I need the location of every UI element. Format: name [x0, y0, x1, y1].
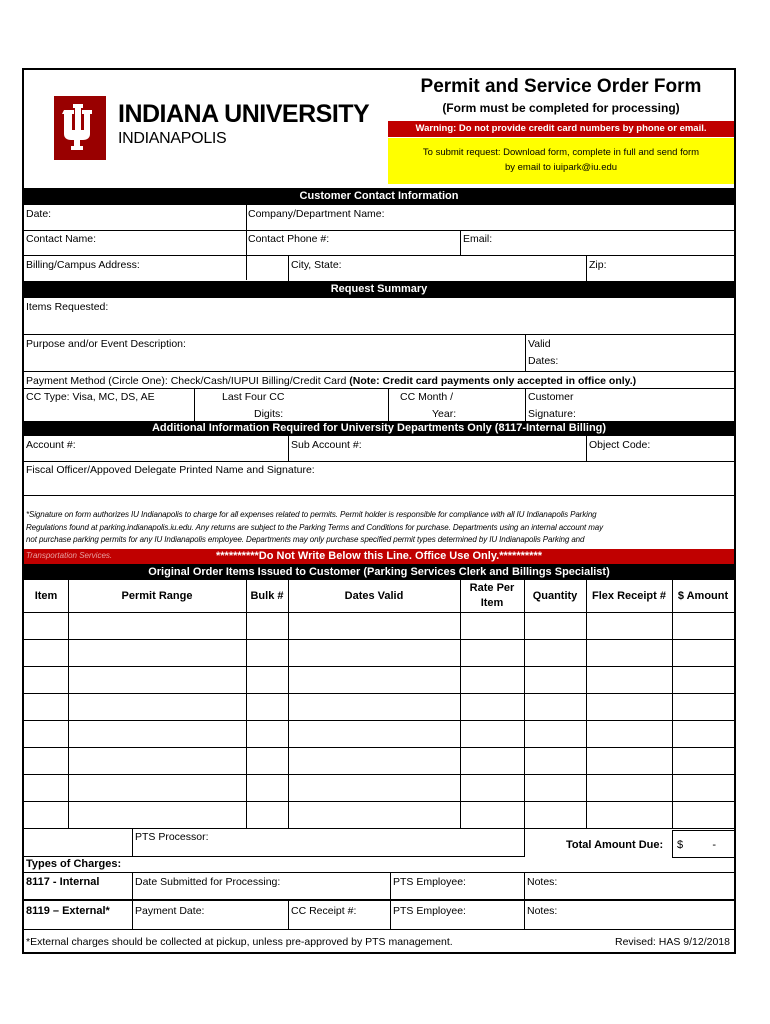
- table-row[interactable]: [24, 693, 734, 694]
- table-row[interactable]: [24, 639, 734, 640]
- university-name: INDIANA UNIVERSITY: [118, 100, 370, 128]
- column-header-flex-receipt: Flex Receipt #: [592, 589, 666, 602]
- notes-field-2[interactable]: Notes:: [527, 905, 558, 917]
- last-four-label-2[interactable]: Digits:: [254, 408, 284, 420]
- date-field[interactable]: Date:: [26, 208, 52, 220]
- customer-signature-label-2[interactable]: Signature:: [528, 408, 576, 420]
- external-charge-label: 8119 – External*: [26, 905, 110, 917]
- payment-method-label: Payment Method (Circle One): Check/Cash/IUPUI Billing/Credit Card: [26, 375, 350, 387]
- pts-processor-field[interactable]: PTS Processor:: [135, 831, 209, 843]
- column-header-permit-range: Permit Range: [121, 589, 193, 602]
- column-header-amount: $ Amount: [677, 589, 729, 602]
- payment-method-note: (Note: Credit card payments only accepted in office only.): [349, 375, 637, 387]
- total-value: -: [712, 839, 716, 851]
- total-amount-label: Total Amount Due:: [566, 839, 664, 851]
- column-header-item: Item: [34, 589, 58, 602]
- internal-charge-label: 8117 - Internal: [26, 876, 100, 888]
- contact-phone-field[interactable]: Contact Phone #:: [248, 233, 330, 245]
- table-row[interactable]: [24, 747, 734, 748]
- date-submitted-field[interactable]: Date Submitted for Processing:: [135, 876, 281, 888]
- sub-account-field[interactable]: Sub Account #:: [291, 439, 362, 451]
- instructions-line-2: by email to iuipark@iu.edu: [504, 162, 618, 173]
- column-header-quantity: Quantity: [532, 589, 578, 602]
- last-four-label-1: Last Four CC: [222, 391, 285, 403]
- table-row[interactable]: [24, 801, 734, 802]
- column-header-bulk: Bulk #: [250, 589, 284, 602]
- billing-address-field[interactable]: Billing/Campus Address:: [26, 259, 140, 271]
- cc-month-label-1: CC Month /: [400, 391, 454, 403]
- disclaimer-line-3: not purchase parking permits for any IU Indianapolis employee. Departments may only purchase specified permit types determined by IU Indianapolis Parking and: [26, 535, 585, 544]
- disclaimer-line-1: *Signature on form authorizes IU Indianapolis to charge for all expenses related to permits. Permit holder is responsible for compliance with all IU Indianapolis Parking: [26, 510, 597, 519]
- account-field[interactable]: Account #:: [26, 439, 76, 451]
- table-row[interactable]: [24, 774, 734, 775]
- payment-date-field[interactable]: Payment Date:: [135, 905, 205, 917]
- warning-banner: Warning: Do not provide credit card numbers by phone or email.: [388, 121, 734, 137]
- external-charges-footnote: *External charges should be collected at pickup, unless pre-approved by PTS management.: [26, 936, 453, 948]
- table-row[interactable]: [24, 666, 734, 667]
- total-amount-box[interactable]: [672, 830, 734, 858]
- fiscal-officer-field[interactable]: Fiscal Officer/Appoved Delegate Printed Name and Signature:: [26, 464, 315, 476]
- purpose-field[interactable]: Purpose and/or Event Description:: [26, 338, 186, 350]
- contact-section-header: Customer Contact Information: [24, 188, 734, 205]
- notes-field[interactable]: Notes:: [527, 876, 558, 888]
- types-of-charges-label: Types of Charges:: [26, 858, 122, 870]
- form-subtitle: (Form must be completed for processing): [442, 101, 680, 115]
- permit-service-order-form: [22, 68, 736, 954]
- campus-name: INDIANAPOLIS: [118, 130, 227, 147]
- cc-month-label-2[interactable]: Year:: [432, 408, 457, 420]
- iu-trident-icon: [54, 96, 106, 160]
- total-currency: $: [677, 839, 684, 851]
- contact-name-field[interactable]: Contact Name:: [26, 233, 97, 245]
- request-section-header: Request Summary: [24, 281, 734, 298]
- payment-method-field[interactable]: [26, 375, 636, 387]
- cc-receipt-field[interactable]: CC Receipt #:: [291, 905, 357, 917]
- form-title: Permit and Service Order Form: [420, 76, 702, 97]
- office-use-text: **********Do Not Write Below this Line. Office Use Only.**********: [215, 550, 542, 562]
- column-header-dates-valid: Dates Valid: [344, 589, 404, 602]
- column-header-rate-per-item: Rate Per Item: [469, 582, 515, 609]
- city-state-field[interactable]: City, State:: [291, 259, 342, 271]
- iu-logo: [54, 96, 374, 160]
- company-field[interactable]: Company/Department Name:: [248, 208, 385, 220]
- departments-section-header: Additional Information Required for University Departments Only (8117-Internal Billing): [24, 421, 734, 436]
- pts-employee-field[interactable]: PTS Employee:: [393, 876, 466, 888]
- valid-dates-label-1: Valid: [528, 338, 551, 350]
- disclaimer-line-4: Transportation Services.: [26, 551, 113, 560]
- cc-type-field[interactable]: CC Type: Visa, MC, DS, AE: [26, 391, 155, 403]
- table-row[interactable]: [24, 720, 734, 721]
- orders-section-header: Original Order Items Issued to Customer (Parking Services Clerk and Billings Specialist): [24, 564, 734, 580]
- disclaimer-line-2: Regulations found at parking.indianapolis.iu.edu. Any returns are subject to the Parking Terms and Conditions for purchase. Departments using an internal account may: [26, 522, 604, 532]
- signature-disclaimer: [26, 509, 732, 547]
- object-code-field[interactable]: Object Code:: [589, 439, 651, 451]
- zip-field[interactable]: Zip:: [589, 259, 607, 271]
- items-requested-field[interactable]: Items Requested:: [26, 301, 109, 313]
- revision-note: Revised: HAS 9/12/2018: [615, 936, 730, 948]
- office-use-banner: [24, 549, 734, 564]
- pts-employee-field-2[interactable]: PTS Employee:: [393, 905, 466, 917]
- table-row[interactable]: [24, 828, 734, 829]
- customer-signature-label-1: Customer: [528, 391, 574, 403]
- valid-dates-label-2[interactable]: Dates:: [528, 355, 559, 367]
- instructions-line-1: To submit request: Download form, complete in full and send form: [422, 147, 700, 158]
- email-field[interactable]: Email:: [463, 233, 493, 245]
- instructions-box: [388, 138, 734, 184]
